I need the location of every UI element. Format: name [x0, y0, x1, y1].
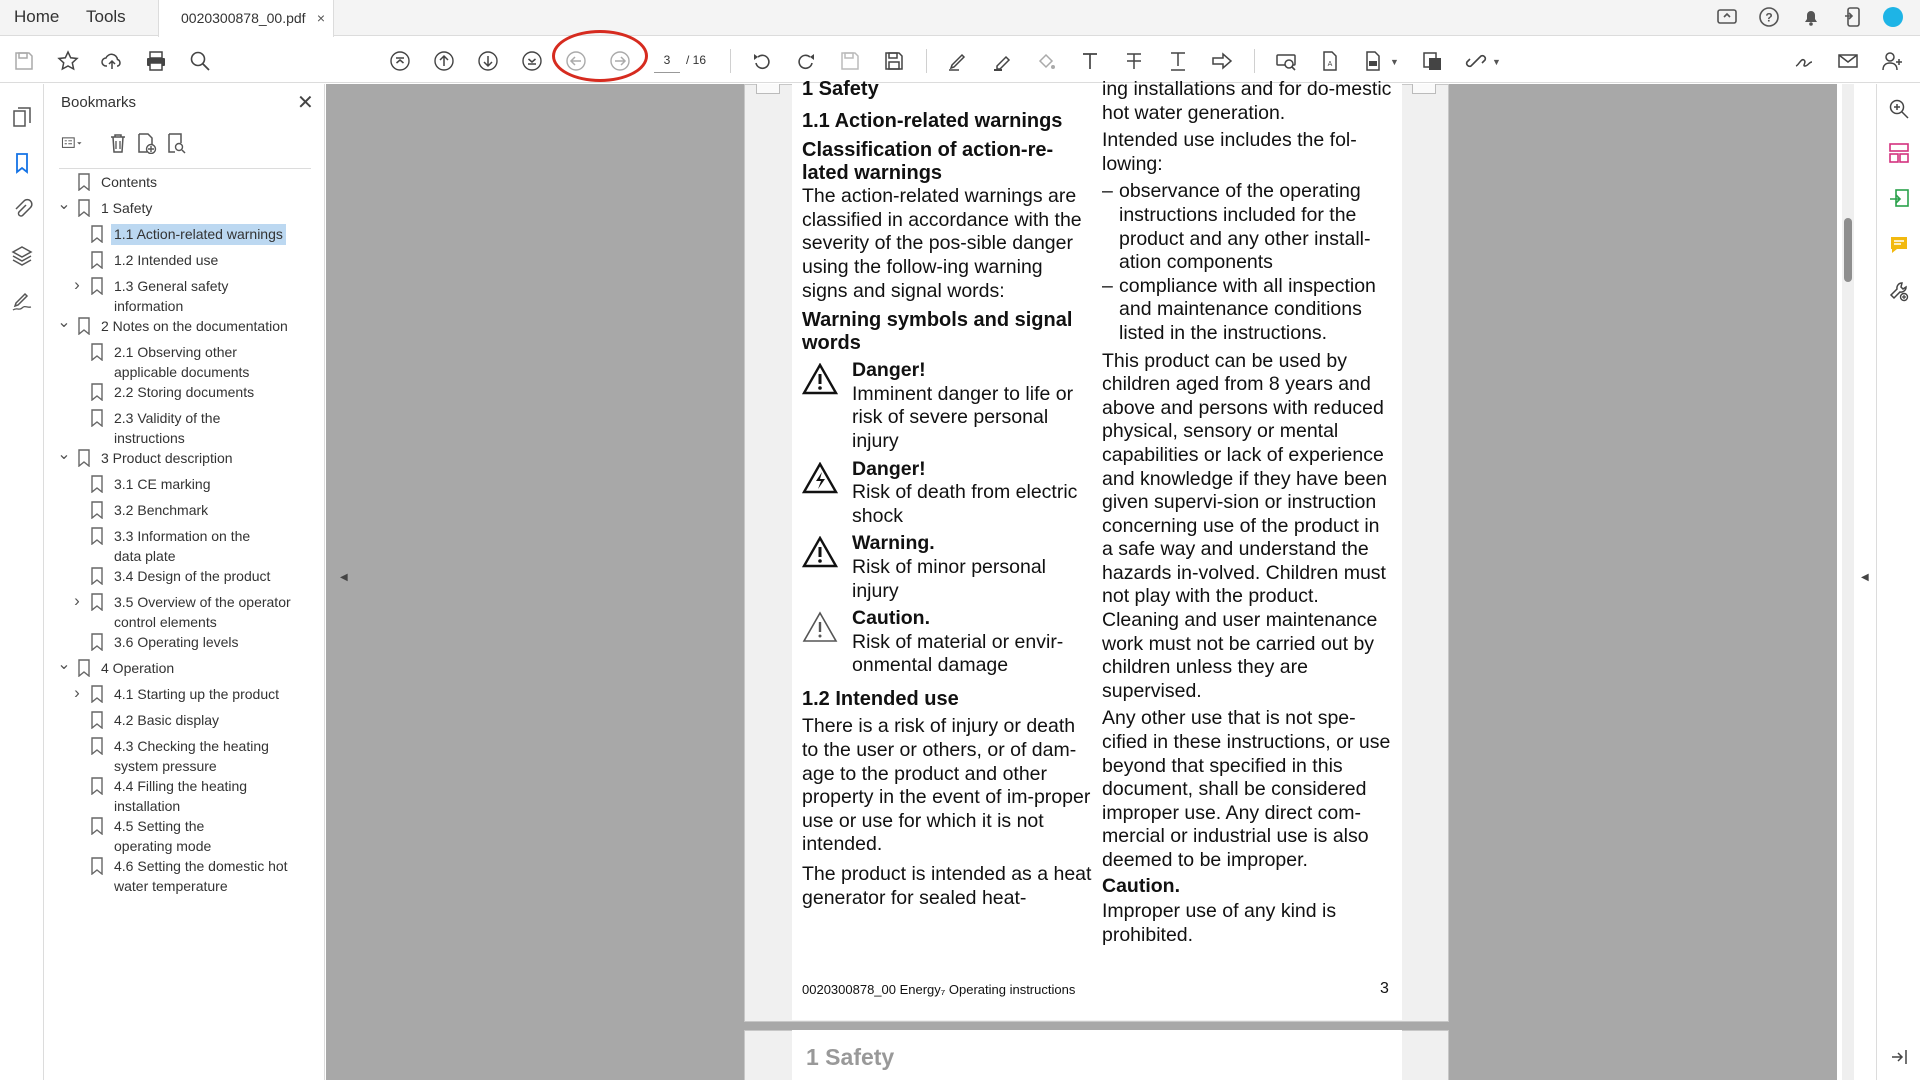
first-page-icon[interactable] — [388, 49, 412, 73]
svg-text:?: ? — [1765, 10, 1773, 25]
warning-title: Danger! — [852, 359, 926, 382]
link-icon[interactable] — [1464, 49, 1488, 73]
bookmark-label: instructions — [114, 430, 185, 446]
next-page-heading: 1 Safety — [806, 1044, 895, 1070]
previous-page-up-icon[interactable] — [432, 49, 456, 73]
main-toolbar — [0, 37, 1920, 83]
more-tools-icon[interactable] — [1888, 280, 1910, 302]
left-navigation-rail — [0, 84, 44, 1080]
chevron-down-icon[interactable]: ▼ — [1492, 57, 1501, 67]
attachments-paperclip-icon[interactable] — [11, 198, 33, 220]
zoom-search-icon[interactable] — [188, 49, 212, 73]
bookmark-icon — [90, 711, 104, 729]
zoom-in-icon[interactable] — [1888, 98, 1910, 120]
save-copy-icon[interactable] — [838, 49, 862, 73]
bookmarks-tree — [45, 172, 315, 1080]
underline-text-icon[interactable] — [1166, 49, 1190, 73]
bookmark-icon — [90, 343, 104, 361]
bookmark-icon — [90, 857, 104, 875]
pdf-document-icon[interactable] — [1318, 49, 1342, 73]
subsection-heading: 1.1 Action-related warnings — [802, 109, 1063, 132]
tab-tools[interactable]: Tools — [86, 7, 126, 26]
chevron-down-icon[interactable]: ⌄ — [57, 656, 71, 673]
general-warning-icon — [802, 363, 838, 395]
next-page-down-icon[interactable] — [476, 49, 500, 73]
arrow-right-icon[interactable] — [1210, 49, 1234, 73]
bookmark-icon — [77, 449, 91, 467]
caution-icon — [802, 611, 838, 643]
bookmarks-toolbar — [61, 132, 311, 162]
share-document-icon[interactable] — [1420, 49, 1444, 73]
bookmark-icon — [77, 659, 91, 677]
mobile-link-icon[interactable] — [1842, 6, 1864, 28]
improper-use-paragraph: Any other use that is not spe-cified in these instructions, or use beyond that specified in this document, shall be considered improper use. Any direct com-mercial or industrial use is also deemed to be improper. — [1102, 707, 1391, 871]
page-right-column — [1102, 78, 1392, 947]
classification-text: The action-related warnings are classified in accordance with the severity of the pos-sible danger using the follow-ing warning signs and signal words: — [802, 185, 1082, 302]
bookmark-icon — [90, 567, 104, 585]
new-bookmark-icon[interactable] — [135, 132, 159, 156]
bookmark-label: 3.1 CE marking — [114, 476, 211, 492]
page-footer: 0020300878_00 Energy₇ Operating instructions — [802, 982, 1076, 997]
bookmark-label: 4.2 Basic display — [114, 712, 220, 728]
bookmark-item[interactable] — [45, 856, 315, 892]
bookmark-icon — [77, 173, 91, 191]
find-bookmark-icon[interactable] — [165, 132, 189, 156]
bookmark-label: Contents — [101, 174, 158, 190]
bookmark-icon — [90, 501, 104, 519]
bookmark-label: 3.3 Information on the — [114, 528, 251, 544]
warning-text: Imminent danger to life or risk of severe personal injury — [852, 382, 1074, 452]
bookmark-icon — [77, 199, 91, 217]
chevron-down-icon[interactable]: ⌄ — [57, 314, 71, 331]
warning-entry — [802, 359, 1092, 453]
bookmark-icon — [90, 817, 104, 835]
classification-heading — [802, 139, 1092, 185]
user-avatar[interactable] — [1882, 6, 1904, 28]
collapse-right-panel-icon[interactable]: ◀ — [1861, 572, 1869, 583]
intended-use-continued: ing installations and for do-mestic hot water generation. — [1102, 78, 1392, 124]
document-tab-title: 0020300878_00.pdf — [181, 10, 306, 26]
warning-entry — [802, 458, 1092, 529]
bookmark-item[interactable] — [45, 526, 315, 562]
bookmark-label: 3.5 Overview of the operator — [114, 594, 291, 610]
bookmarks-panel — [45, 84, 325, 1080]
bookmark-icon — [90, 593, 104, 611]
chevron-right-icon[interactable]: › — [74, 591, 80, 610]
fill-color-icon[interactable] — [1034, 49, 1058, 73]
bookmark-label: data plate — [114, 548, 176, 564]
rotate-counterclockwise-icon[interactable] — [750, 49, 774, 73]
bookmark-label: 4.3 Checking the heating — [114, 738, 269, 754]
chevron-right-icon[interactable]: › — [74, 683, 80, 702]
bookmark-icon — [90, 277, 104, 295]
collapse-left-panel-icon[interactable]: ◀ — [340, 572, 348, 583]
bookmark-label: applicable documents — [114, 364, 250, 380]
bookmark-icon — [90, 685, 104, 703]
intended-use-paragraph: The product is intended as a heat generator for sealed heat- — [802, 863, 1092, 909]
bookmark-item[interactable] — [45, 276, 315, 312]
bookmark-label: 2.1 Observing other — [114, 344, 237, 360]
collapse-tools-panel-icon[interactable] — [1888, 1046, 1910, 1068]
send-for-signature-icon[interactable] — [1792, 49, 1816, 73]
bookmark-icon — [90, 737, 104, 755]
help-icon[interactable] — [1758, 6, 1780, 28]
email-icon[interactable] — [1836, 49, 1860, 73]
close-bookmarks-icon[interactable]: ✕ — [297, 92, 314, 114]
add-person-icon[interactable] — [1880, 49, 1904, 73]
bookmark-item[interactable] — [45, 816, 315, 852]
delete-bookmark-icon[interactable] — [107, 132, 131, 156]
toolbar-divider — [926, 49, 927, 73]
document-tab[interactable] — [158, 0, 334, 37]
bookmark-label: 1.3 General safety — [114, 278, 229, 294]
organize-pages-icon[interactable] — [1888, 142, 1910, 164]
bookmark-icon — [90, 409, 104, 427]
document-scrollbar-thumb[interactable] — [1844, 218, 1852, 282]
toolbar-divider — [1254, 49, 1255, 73]
page-corner-mark — [756, 84, 780, 94]
find-in-document-icon[interactable] — [1274, 49, 1298, 73]
bookmark-label: system pressure — [114, 758, 217, 774]
bookmark-label: installation — [114, 798, 181, 814]
warning-text: Risk of material or envir-onmental damage — [852, 630, 1064, 677]
caution-heading: Caution. — [1102, 874, 1180, 897]
strikethrough-icon[interactable] — [1122, 49, 1146, 73]
cloud-upload-icon[interactable] — [100, 49, 124, 73]
bookmark-item[interactable] — [45, 776, 315, 812]
signatures-icon[interactable] — [11, 290, 33, 312]
bookmark-label: operating mode — [114, 838, 212, 854]
chevron-right-icon[interactable]: › — [74, 275, 80, 294]
classification-heading-line: Classification of action-re- — [802, 139, 1054, 162]
bookmark-item[interactable] — [45, 736, 315, 772]
intended-use-heading: 1.2 Intended use — [802, 687, 959, 710]
top-menu-bar — [0, 0, 1920, 36]
bookmark-item[interactable] — [45, 592, 315, 628]
bookmark-item[interactable] — [45, 342, 315, 378]
bookmark-label: 3.2 Benchmark — [114, 502, 209, 518]
share-screen-icon[interactable] — [1716, 6, 1738, 28]
intended-use-paragraph: There is a risk of injury or death to the user or others, or of dam-age to the product and other property in the event of im-proper use or use for which it is not intended. — [802, 715, 1091, 856]
layers-icon[interactable] — [11, 244, 33, 266]
page-left-column — [802, 78, 1092, 910]
warning-entry — [802, 532, 1092, 603]
warning-text: Risk of death from electric shock — [852, 481, 1078, 527]
bookmark-label: 3 Product description — [101, 450, 233, 466]
print-icon[interactable] — [144, 49, 168, 73]
text-tool-icon[interactable] — [1078, 49, 1102, 73]
bookmark-label: control elements — [114, 614, 217, 630]
page-number: 3 — [1380, 980, 1389, 997]
caution-text: Improper use of any kind is prohibited. — [1102, 900, 1337, 946]
intended-use-includes: Intended use includes the fol-lowing: — [1102, 129, 1357, 175]
bookmark-icon — [90, 251, 104, 269]
bookmark-label: 1 Safety — [101, 200, 153, 216]
bookmark-label: 4.4 Filling the heating — [114, 778, 248, 794]
bookmark-icon — [90, 777, 104, 795]
classification-heading-line: lated warnings — [802, 162, 943, 185]
bookmark-label: 3.4 Design of the product — [114, 568, 271, 584]
highlighter-icon[interactable] — [990, 49, 1014, 73]
chevron-down-icon[interactable]: ⌄ — [57, 446, 71, 463]
notifications-bell-icon[interactable] — [1800, 6, 1822, 28]
bookmark-icon — [90, 225, 104, 243]
close-document-tab-icon[interactable]: × — [316, 10, 325, 26]
section-heading: 1 Safety — [802, 78, 879, 100]
bookmark-icon — [90, 633, 104, 651]
tab-home[interactable]: Home — [14, 7, 60, 26]
export-pdf-icon[interactable] — [1888, 188, 1910, 210]
general-warning-icon — [802, 536, 838, 568]
chevron-down-icon[interactable]: ▼ — [1390, 57, 1399, 67]
bookmark-label: 3.6 Operating levels — [114, 634, 239, 650]
export-document-icon[interactable] — [1362, 49, 1386, 73]
bookmark-label: 4.6 Setting the domestic hot — [114, 858, 288, 874]
bookmark-options-icon[interactable] — [61, 132, 85, 156]
chevron-down-icon[interactable]: ⌄ — [57, 196, 71, 213]
bookmark-label: 4 Operation — [101, 660, 175, 676]
warning-text: Risk of minor personal injury — [852, 555, 1046, 602]
bookmarks-divider — [59, 168, 311, 169]
warning-entry — [802, 607, 1092, 678]
list-item: – observance of the operating instructions included for the product and any other install-ation components — [1102, 180, 1392, 274]
last-page-icon[interactable] — [520, 49, 544, 73]
bookmark-label: 2.3 Validity of the — [114, 410, 221, 426]
bookmark-icon — [77, 317, 91, 335]
bookmark-label: 1.1 Action-related warnings — [111, 224, 286, 245]
current-page-input[interactable] — [654, 47, 680, 73]
sign-pen-icon[interactable] — [946, 49, 970, 73]
bookmarks-panel-title: Bookmarks — [61, 94, 137, 111]
bookmark-label: 2 Notes on the documentation — [101, 318, 288, 334]
bookmark-label: 1.2 Intended use — [114, 252, 219, 268]
bookmark-label: 4.1 Starting up the product — [114, 686, 279, 702]
bookmark-icon — [90, 527, 104, 545]
bookmark-label: 2.2 Storing documents — [114, 384, 255, 400]
bookmark-icon — [90, 475, 104, 493]
navigation-highlight-circle — [552, 30, 648, 82]
save-icon[interactable] — [12, 49, 36, 73]
bookmarks-icon[interactable] — [11, 152, 33, 174]
children-use-paragraph: This product can be used by children aged from 8 years and above and persons with reduced physical, sensory or mental capabilities or lack of experience and knowledge if they have been given supervi-sion or instruction concerning use of the product in a safe way and understand the hazards in-volved. Children must not play with the product. Cleaning and user maintenance work must not be carried out by children unless they are supervised. — [1102, 349, 1388, 702]
toolbar-divider — [730, 49, 731, 73]
save-as-icon[interactable] — [882, 49, 906, 73]
rotate-clockwise-icon[interactable] — [794, 49, 818, 73]
comment-icon[interactable] — [1888, 234, 1910, 256]
warning-title: Warning. — [852, 532, 935, 555]
page-corner-mark — [1412, 84, 1436, 94]
list-item: – compliance with all inspection and maintenance conditions listed in the instructions. — [1102, 275, 1392, 346]
page-thumbnails-icon[interactable] — [11, 106, 33, 128]
right-tools-rail — [1876, 84, 1920, 1080]
bookmark-label: water temperature — [114, 878, 228, 894]
bookmark-label: 4.5 Setting the — [114, 818, 205, 834]
warning-title: Caution. — [852, 607, 930, 630]
star-icon[interactable] — [56, 49, 80, 73]
warning-symbols-heading: Warning symbols and signal words — [802, 309, 1073, 355]
bookmark-icon — [90, 383, 104, 401]
electric-warning-icon — [802, 462, 838, 494]
bookmark-item[interactable] — [45, 408, 315, 444]
total-pages-label: / 16 — [686, 53, 707, 67]
bookmark-label: information — [114, 298, 184, 314]
svg-text:A: A — [1327, 61, 1333, 68]
warning-title: Danger! — [852, 457, 926, 480]
